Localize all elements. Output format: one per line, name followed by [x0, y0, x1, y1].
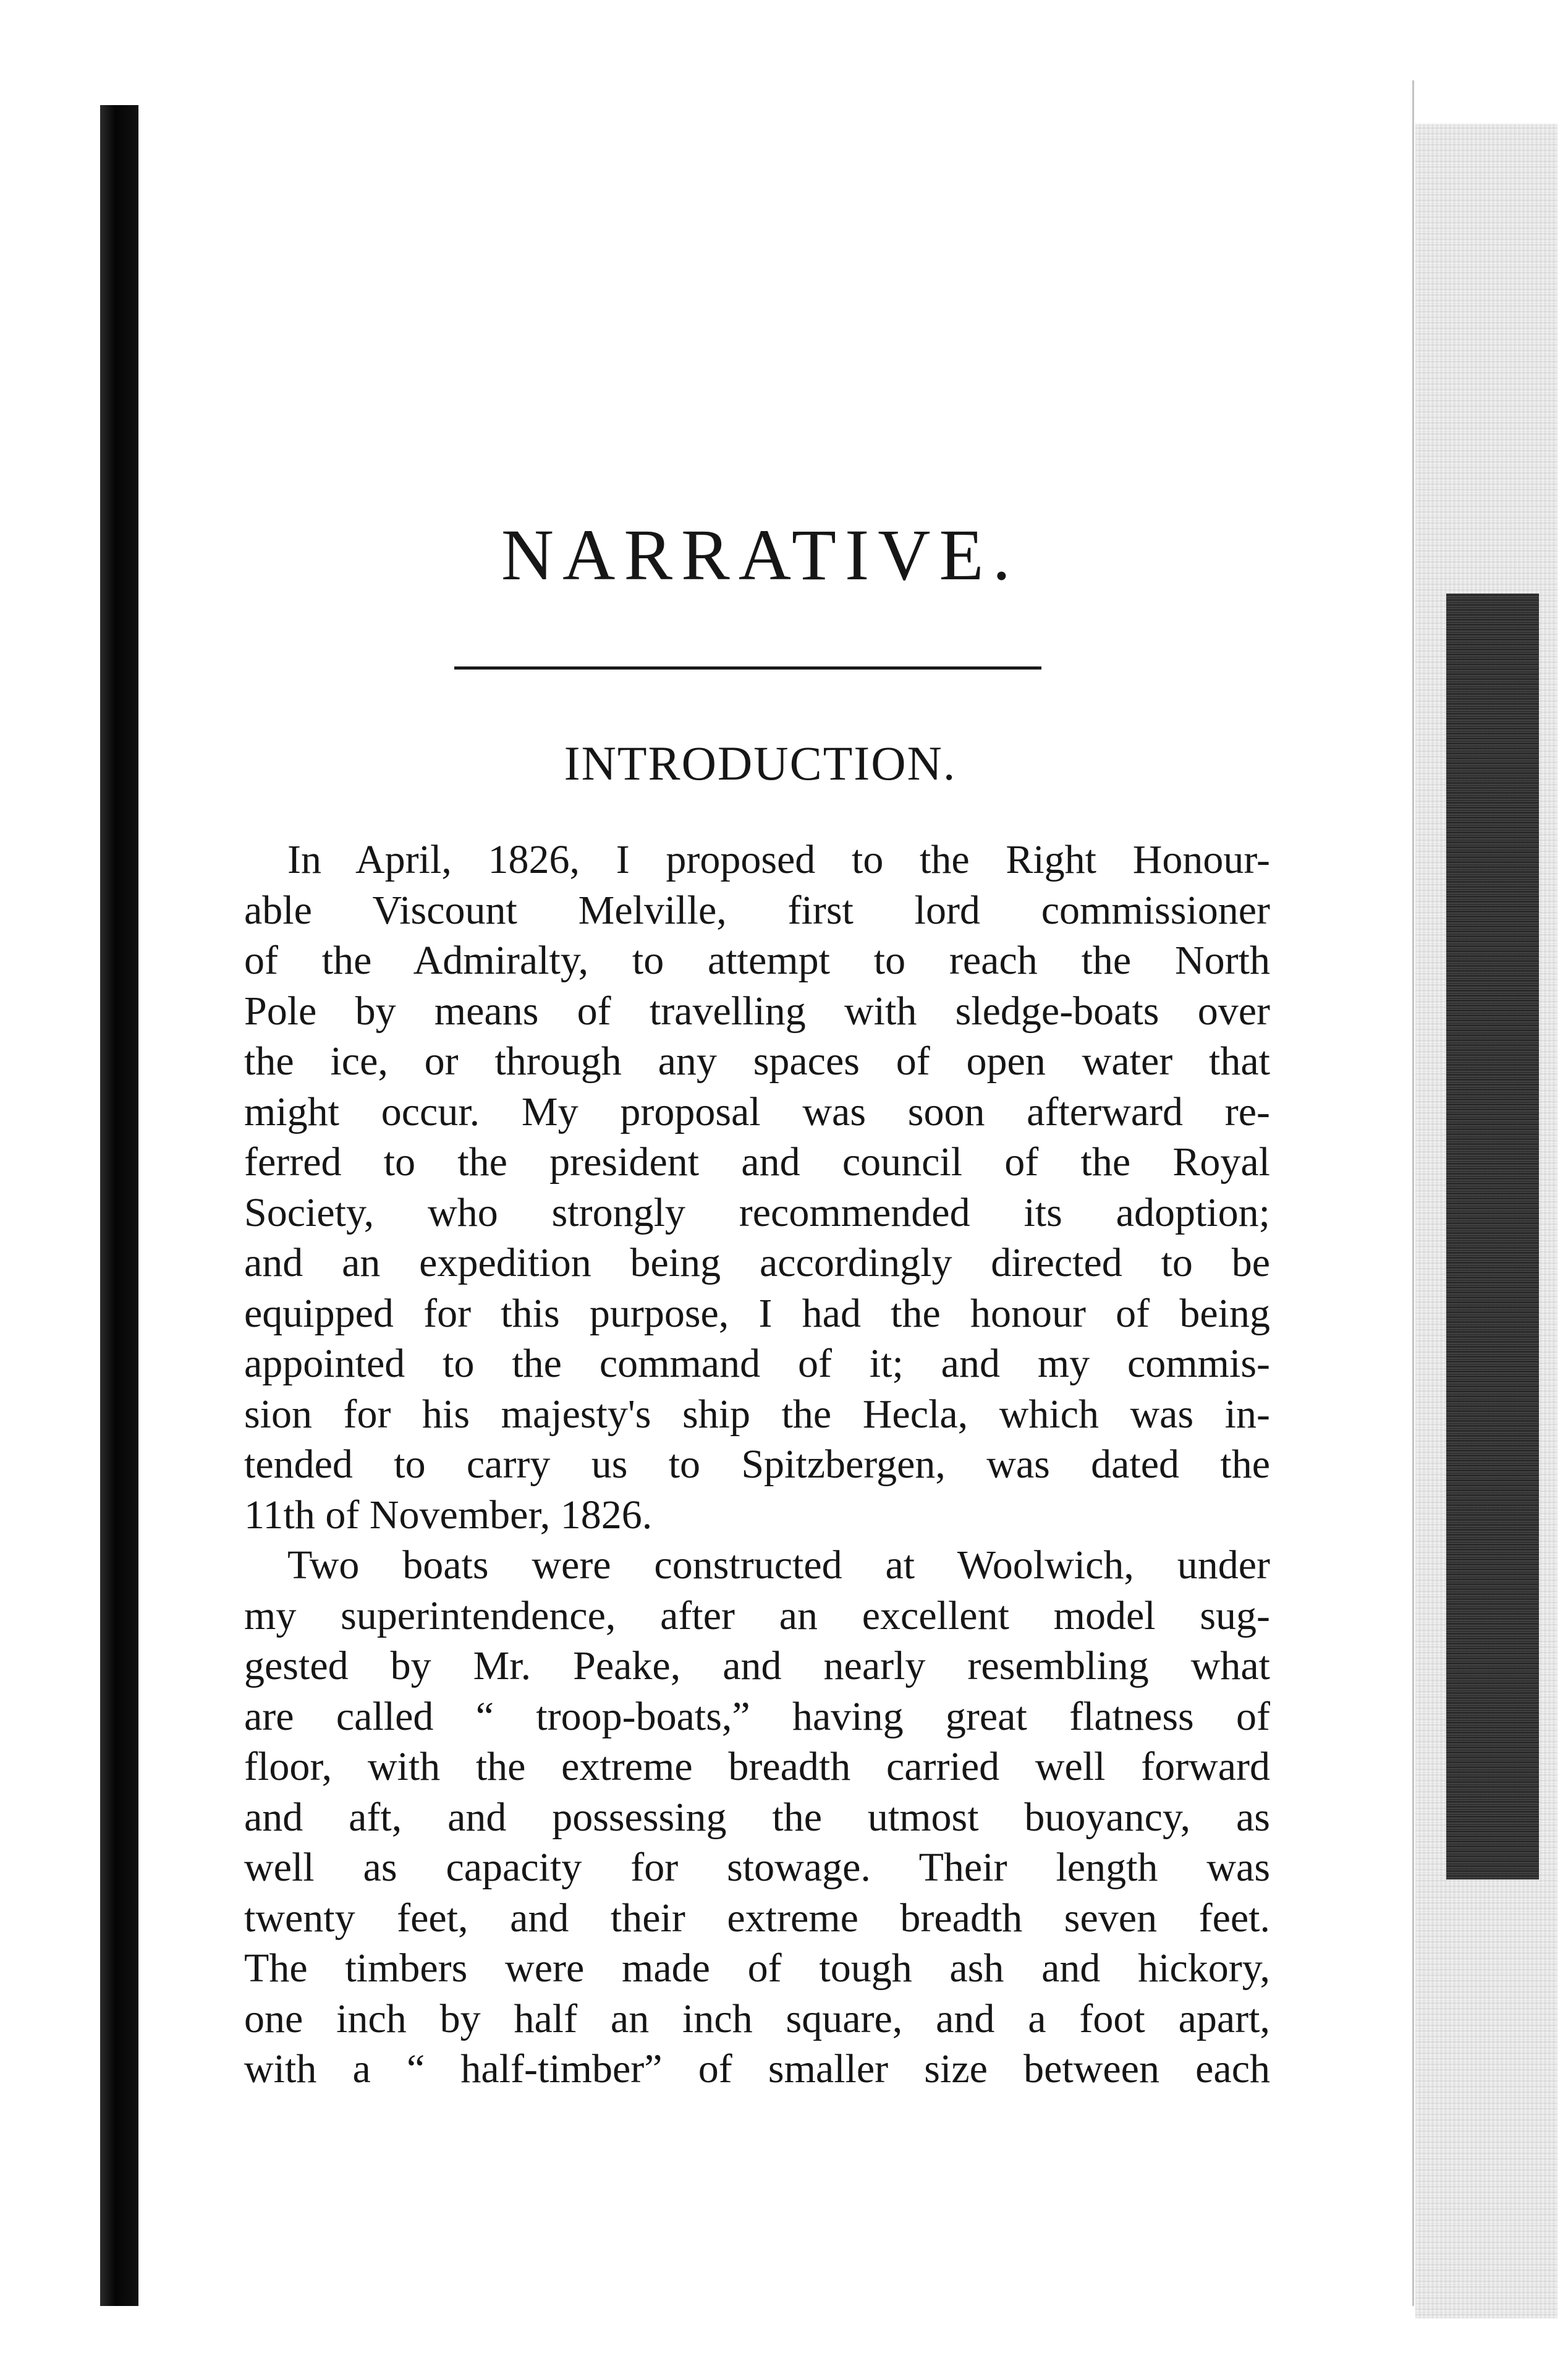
body-text [244, 835, 1270, 2095]
text-line: equipped for this purpose, I had the honour of being [244, 1290, 1270, 1336]
text-line: and an expedition being accordingly directed to be [244, 1240, 1270, 1285]
text-line: Two boats were constructed at Woolwich, under [287, 1542, 1270, 1588]
page-edge-line [1412, 80, 1414, 2306]
text-line: the ice, or through any spaces of open water that [244, 1039, 1270, 1084]
text-line: of the Admiralty, to attempt to reach the North [244, 938, 1270, 983]
text-line: might occur. My proposal was soon afterward re- [244, 1089, 1270, 1134]
binding-shadow [100, 105, 138, 2306]
text-line: The timbers were made of tough ash and hickory, [244, 1946, 1270, 1991]
text-line: floor, with the extreme breadth carried well forward [244, 1744, 1270, 1789]
section-heading: INTRODUCTION. [564, 736, 957, 790]
title-rule [454, 666, 1041, 670]
text-line: 11th of November, 1826. [244, 1492, 653, 1538]
text-line: able Viscount Melville, first lord commissioner [244, 887, 1270, 933]
text-line: with a “ half-timber” of smaller size between each [244, 2046, 1270, 2091]
text-line: In April, 1826, I proposed to the Right Honour- [287, 837, 1270, 882]
text-line: twenty feet, and their extreme breadth seven feet. [244, 1895, 1270, 1941]
text-line: well as capacity for stowage. Their length was [244, 1845, 1270, 1890]
text-line: appointed to the command of it; and my commis- [244, 1341, 1270, 1386]
text-line: ferred to the president and council of the Royal [244, 1139, 1270, 1185]
text-line: Society, who strongly recommended its adoption; [244, 1189, 1270, 1235]
text-line: Pole by means of travelling with sledge-boats over [244, 988, 1270, 1034]
text-line: sion for his majesty's ship the Hecla, which was in- [244, 1391, 1270, 1437]
text-line: one inch by half an inch square, and a foot apart, [244, 1996, 1270, 2041]
text-line: my superintendence, after an excellent model sug- [244, 1593, 1270, 1638]
page-edge-dark-block [1446, 594, 1539, 1879]
text-line: tended to carry us to Spitzbergen, was dated the [244, 1442, 1270, 1487]
page-title: NARRATIVE. [501, 514, 1020, 595]
text-line: and aft, and possessing the utmost buoyancy, as [244, 1794, 1270, 1840]
text-line: are called “ troop-boats,” having great flatness of [244, 1693, 1270, 1739]
text-line: gested by Mr. Peake, and nearly resembling what [244, 1643, 1270, 1688]
